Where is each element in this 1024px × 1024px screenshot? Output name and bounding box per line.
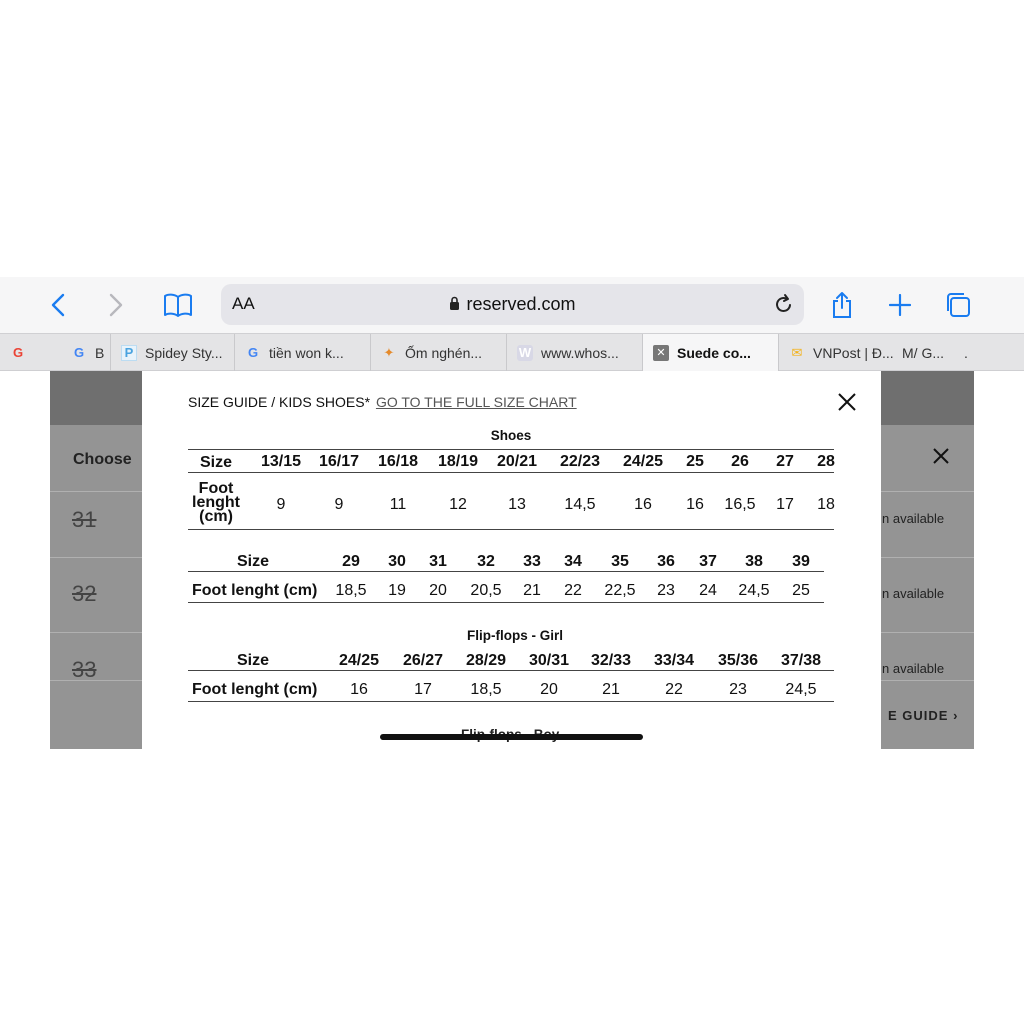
back-button[interactable]	[40, 287, 76, 323]
foot-length-cell: 23	[729, 681, 747, 698]
size-header-cell: 36	[657, 553, 675, 570]
size-header-cell: 35/36	[717, 652, 759, 669]
tab-tien-won[interactable]	[234, 334, 370, 371]
foot-length-cell: 21	[523, 582, 541, 599]
size-header-cell: 30	[388, 553, 406, 570]
size-header-cell: 33/34	[653, 652, 695, 669]
table-rule	[188, 472, 834, 473]
tab-title: B	[95, 344, 105, 361]
tabs-icon	[944, 291, 972, 319]
availability-text: n available	[882, 661, 945, 676]
size-guide-link-text: E GUIDE	[888, 708, 949, 723]
size-header-cell: 37	[699, 553, 717, 570]
url-display[interactable]	[221, 294, 804, 315]
foot-length-cell: 18,5	[335, 582, 367, 599]
size-header-cell: 29	[342, 553, 360, 570]
size-header-cell: 34	[564, 553, 582, 570]
foot-length-cell: 24,5	[785, 681, 817, 698]
foot-length-cell: 23	[657, 582, 675, 599]
foot-length-cell: 25	[792, 582, 810, 599]
size-header-cell: 28/29	[465, 652, 507, 669]
size-header-cell: 37/38	[780, 652, 822, 669]
chevron-right-icon	[109, 293, 123, 317]
foot-length-row-label: Foot lenght (cm)	[192, 582, 318, 599]
foot-length-label-line: lenght	[192, 494, 240, 511]
tab-title: Suede co...	[677, 344, 751, 361]
bookmarks-button[interactable]	[160, 287, 196, 323]
table-rule	[188, 602, 824, 603]
foot-length-cell: 19	[388, 582, 406, 599]
size-header-cell: 13/15	[260, 453, 302, 470]
tab-spidey[interactable]	[110, 334, 234, 371]
choose-size-title: Choose	[73, 451, 132, 468]
size-header-cell: 16/18	[377, 453, 419, 470]
tab-title: www.whos...	[541, 344, 619, 361]
size-header-cell: 32/33	[590, 652, 632, 669]
foot-length-cell: 22	[564, 582, 582, 599]
foot-length-row-label	[188, 482, 244, 524]
foot-length-cell: 11	[389, 496, 407, 513]
p-icon: P	[121, 345, 137, 361]
foot-length-cell: 22,5	[604, 582, 636, 599]
share-button[interactable]	[824, 287, 860, 323]
size-option-31[interactable]: 31	[72, 507, 97, 532]
foot-length-cell: 17	[414, 681, 432, 698]
size-header-cell: 26/27	[402, 652, 444, 669]
size-header-cell: 35	[611, 553, 629, 570]
modal-title: SIZE GUIDE / KIDS SHOES*	[188, 394, 371, 410]
foot-length-cell: 22	[665, 681, 683, 698]
tab-vnpost[interactable]	[778, 334, 902, 371]
share-icon	[830, 291, 854, 319]
size-header-cell: 38	[745, 553, 763, 570]
foot-length-cell: 18	[817, 496, 835, 513]
size-header-cell: 39	[792, 553, 810, 570]
foot-length-cell: 17	[776, 496, 794, 513]
size-header-cell: 24/25	[622, 453, 664, 470]
modal-header	[188, 394, 577, 410]
tab-mg[interactable]	[902, 334, 964, 371]
reload-icon[interactable]	[774, 293, 794, 315]
size-header-cell: 27	[776, 453, 794, 470]
flipflops-girl-caption: Flip-flops - Girl	[467, 628, 563, 643]
foot-length-cell: 9	[276, 496, 286, 513]
size-header-cell: 24/25	[338, 652, 380, 669]
size-row-label: Size	[236, 652, 269, 669]
table-rule	[188, 701, 834, 702]
foot-length-cell: 16	[350, 681, 368, 698]
tab-more[interactable]	[964, 334, 1024, 371]
google-icon: G	[247, 345, 259, 360]
google-icon: G	[12, 345, 24, 360]
plus-icon	[889, 294, 911, 316]
size-row-label: Size	[236, 553, 269, 570]
size-header-cell: 22/23	[559, 453, 601, 470]
vnpost-icon: ✉	[791, 344, 803, 360]
w-icon: W	[518, 345, 532, 360]
size-guide-link[interactable]	[888, 708, 958, 723]
foot-length-cell: 9	[334, 496, 344, 513]
tab-title: Ốm nghén...	[405, 344, 483, 361]
availability-text: n available	[882, 586, 945, 601]
foot-length-cell: 16,5	[724, 496, 756, 513]
foot-length-cell: 24	[699, 582, 717, 599]
foot-length-cell: 20,5	[470, 582, 502, 599]
size-option-32[interactable]: 32	[72, 581, 97, 606]
tab-bar	[0, 333, 1024, 371]
tab-google-1[interactable]	[0, 334, 65, 371]
size-header-cell: 20/21	[496, 453, 538, 470]
foot-length-cell: 16	[634, 496, 652, 513]
foot-length-cell: 13	[508, 496, 526, 513]
size-header-cell: 18/19	[437, 453, 479, 470]
table-rule	[188, 449, 834, 450]
new-tab-button[interactable]	[882, 287, 918, 323]
close-box-icon[interactable]: ✕	[653, 345, 669, 361]
size-header-cell: 31	[429, 553, 447, 570]
table-rule	[188, 571, 824, 572]
foot-length-cell: 16	[686, 496, 704, 513]
full-size-chart-link[interactable]: GO TO THE FULL SIZE CHART	[375, 394, 577, 410]
size-header-cell: 32	[477, 553, 495, 570]
bird-icon: ✦	[383, 344, 395, 360]
foot-length-cell: 14,5	[564, 496, 596, 513]
size-header-cell: 28	[817, 453, 835, 470]
address-bar[interactable]	[221, 284, 804, 325]
foot-length-label-line: (cm)	[199, 508, 233, 525]
table-rule	[188, 670, 834, 671]
foot-length-cell: 21	[602, 681, 620, 698]
book-icon	[163, 293, 193, 317]
availability-text: n available	[882, 511, 945, 526]
forward-button[interactable]	[98, 287, 134, 323]
foot-length-row-label: Foot lenght (cm)	[192, 681, 318, 698]
tab-suede-active[interactable]	[642, 334, 778, 371]
chevron-right-icon: ›	[953, 708, 959, 723]
foot-length-cell: 24,5	[738, 582, 770, 599]
size-header-cell: 30/31	[528, 652, 570, 669]
foot-length-label-line: Foot	[198, 480, 234, 497]
close-icon[interactable]	[932, 447, 950, 465]
url-text: reserved.com	[466, 294, 576, 314]
tab-om-nghen[interactable]	[370, 334, 506, 371]
browser-screen	[0, 277, 1024, 749]
chevron-left-icon	[51, 293, 65, 317]
lock-icon	[449, 296, 460, 311]
size-guide-modal	[142, 371, 881, 749]
size-row-label: Size	[199, 454, 232, 471]
size-header-cell: 25	[686, 453, 704, 470]
size-header-cell: 26	[731, 453, 749, 470]
tab-title: tiền won k...	[269, 344, 344, 361]
foot-length-cell: 18,5	[470, 681, 502, 698]
text-size-button[interactable]: AA	[232, 294, 255, 313]
google-icon: G	[73, 345, 85, 360]
browser-toolbar	[0, 277, 1024, 333]
tab-title: VNPost | Đ...	[813, 344, 894, 361]
tab-title: M/ G...	[902, 344, 944, 361]
foot-length-cell: 20	[540, 681, 558, 698]
tab-title: .	[964, 344, 968, 361]
size-header-cell: 33	[523, 553, 541, 570]
tab-google-b[interactable]	[65, 334, 110, 371]
tab-title: Spidey Sty...	[145, 344, 223, 361]
close-icon[interactable]	[837, 392, 857, 412]
scroll-indicator[interactable]	[380, 734, 643, 740]
shoes-table-caption: Shoes	[490, 428, 532, 443]
foot-length-cell: 20	[429, 582, 447, 599]
size-header-cell: 16/17	[318, 453, 360, 470]
table-rule	[188, 529, 834, 530]
foot-length-cell: 12	[449, 496, 467, 513]
tab-whos[interactable]	[506, 334, 642, 371]
size-option-33[interactable]: 33	[72, 657, 97, 682]
tab-overview-button[interactable]	[940, 287, 976, 323]
